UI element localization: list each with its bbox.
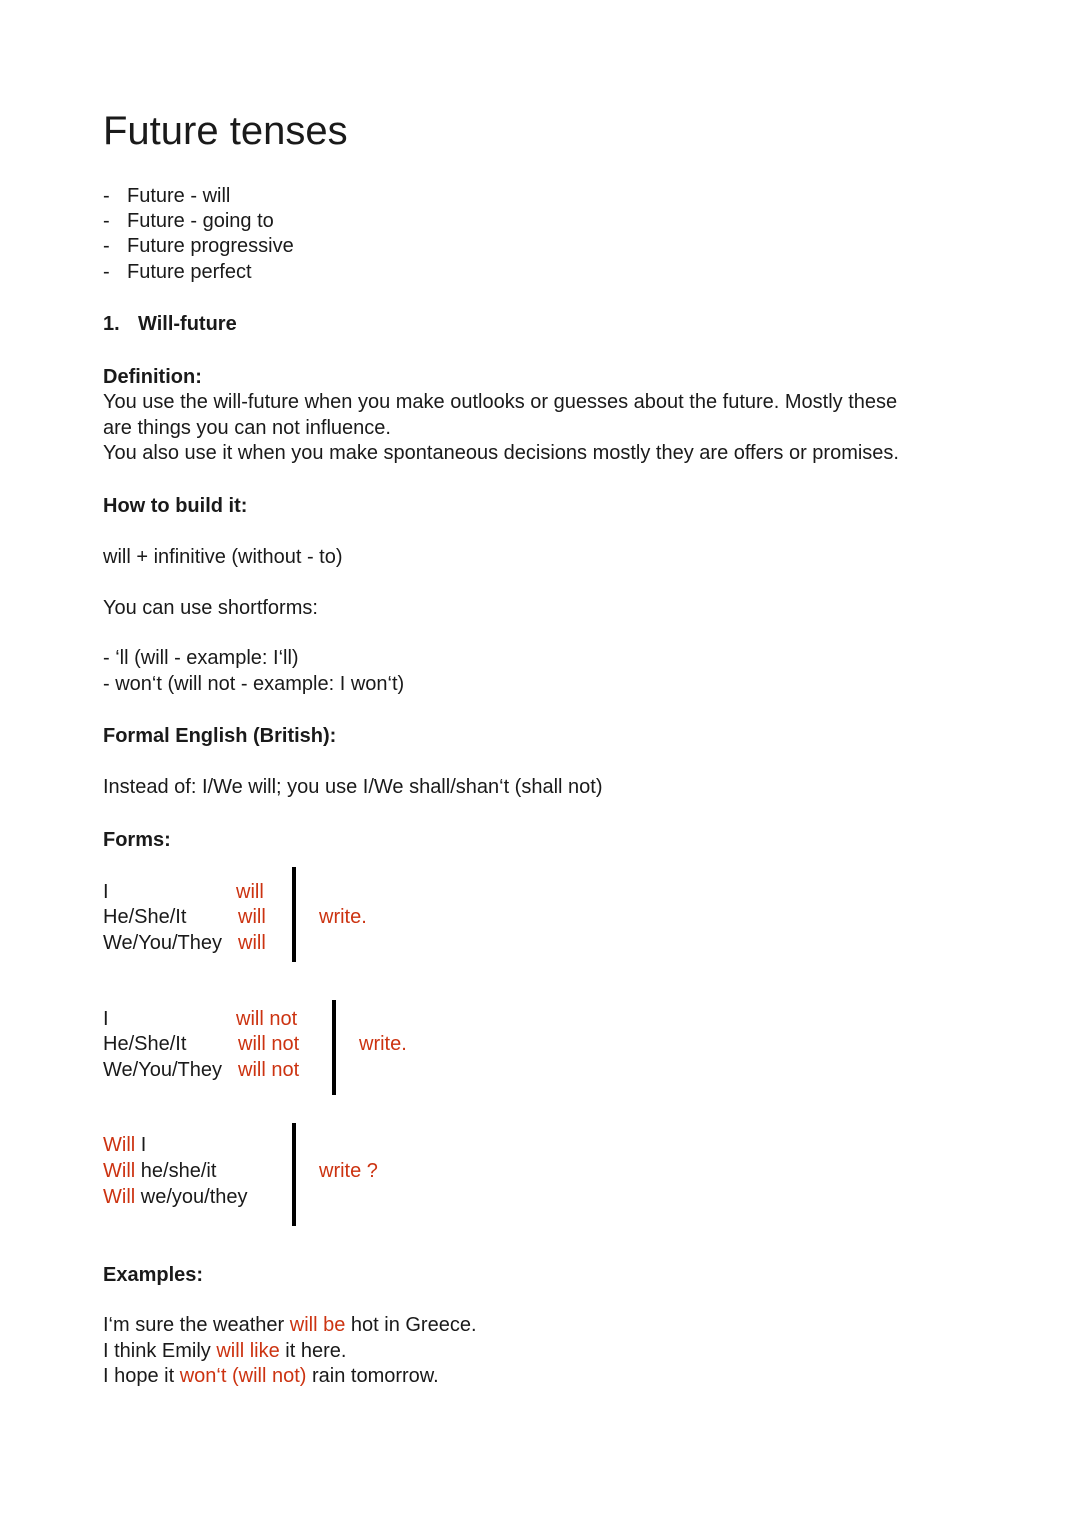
list-item-dash: - xyxy=(103,185,110,207)
example-sentence: I hope it won‘t (will not) rain tomorrow. xyxy=(103,1365,439,1387)
build-heading: How to build it: xyxy=(103,495,248,517)
subject: we/you/they xyxy=(135,1186,248,1208)
main-verb: write ? xyxy=(319,1160,378,1182)
auxiliary: Will xyxy=(103,1186,136,1208)
auxiliary: will not xyxy=(236,1008,298,1030)
forms-heading: Forms: xyxy=(103,829,171,851)
list-item-dash: - xyxy=(103,210,110,232)
auxiliary: will not xyxy=(238,1059,300,1081)
subject: He/She/It xyxy=(103,1033,187,1055)
list-item: Future progressive xyxy=(127,235,294,257)
auxiliary: will xyxy=(236,881,264,903)
example-highlight: will be xyxy=(289,1314,346,1336)
auxiliary: Will xyxy=(103,1134,136,1156)
formal-heading: Formal English (British): xyxy=(103,725,337,747)
example-highlight: won‘t (will not) xyxy=(179,1365,307,1387)
list-item: Future - will xyxy=(127,185,231,207)
definition-text: You use the will-future when you make outlooks or guesses about the future. Mostly these xyxy=(103,391,898,413)
shortforms-intro: You can use shortforms: xyxy=(103,597,318,619)
main-verb: write. xyxy=(359,1033,407,1055)
auxiliary: Will xyxy=(103,1160,136,1182)
build-formula: will + infinitive (without - to) xyxy=(103,546,343,568)
question-line xyxy=(103,1133,146,1158)
list-item-dash: - xyxy=(103,235,110,257)
examples-heading: Examples: xyxy=(103,1264,204,1286)
subject: We/You/They xyxy=(103,1059,222,1081)
auxiliary: will xyxy=(238,906,266,928)
example-sentence: I think Emily will like it here. xyxy=(103,1340,347,1362)
subject: We/You/They xyxy=(103,932,222,954)
page-title: Future tenses xyxy=(103,109,348,153)
definition-text: You also use it when you make spontaneous decisions mostly they are offers or promises. xyxy=(103,442,899,464)
main-verb: write. xyxy=(319,906,367,928)
shortform-item: - ‘ll (will - example: I‘ll) xyxy=(103,647,299,669)
list-item: Future perfect xyxy=(127,261,252,283)
section-title: Will-future xyxy=(138,313,237,335)
example-sentence: I‘m sure the weather will be hot in Greece. xyxy=(103,1314,477,1336)
question-line xyxy=(103,1185,248,1210)
shortform-item: - won‘t (will not - example: I won‘t) xyxy=(103,673,405,695)
subject: I xyxy=(103,881,109,903)
divider-bar xyxy=(292,1123,296,1226)
subject: I xyxy=(135,1134,147,1156)
subject: I xyxy=(103,1008,109,1030)
divider-bar xyxy=(332,1000,336,1095)
auxiliary: will xyxy=(238,932,266,954)
formal-text: Instead of: I/We will; you use I/We shall/shan‘t (shall not) xyxy=(103,776,603,798)
subject: he/she/it xyxy=(135,1160,217,1182)
auxiliary: will not xyxy=(238,1033,300,1055)
divider-bar xyxy=(292,867,296,962)
list-item-dash: - xyxy=(103,261,110,283)
question-line xyxy=(103,1159,216,1184)
subject: He/She/It xyxy=(103,906,187,928)
example-highlight: will like xyxy=(216,1340,280,1362)
section-number: 1. xyxy=(103,313,120,335)
list-item: Future - going to xyxy=(127,210,274,232)
definition-text: are things you can not influence. xyxy=(103,417,391,439)
definition-heading: Definition: xyxy=(103,366,202,388)
